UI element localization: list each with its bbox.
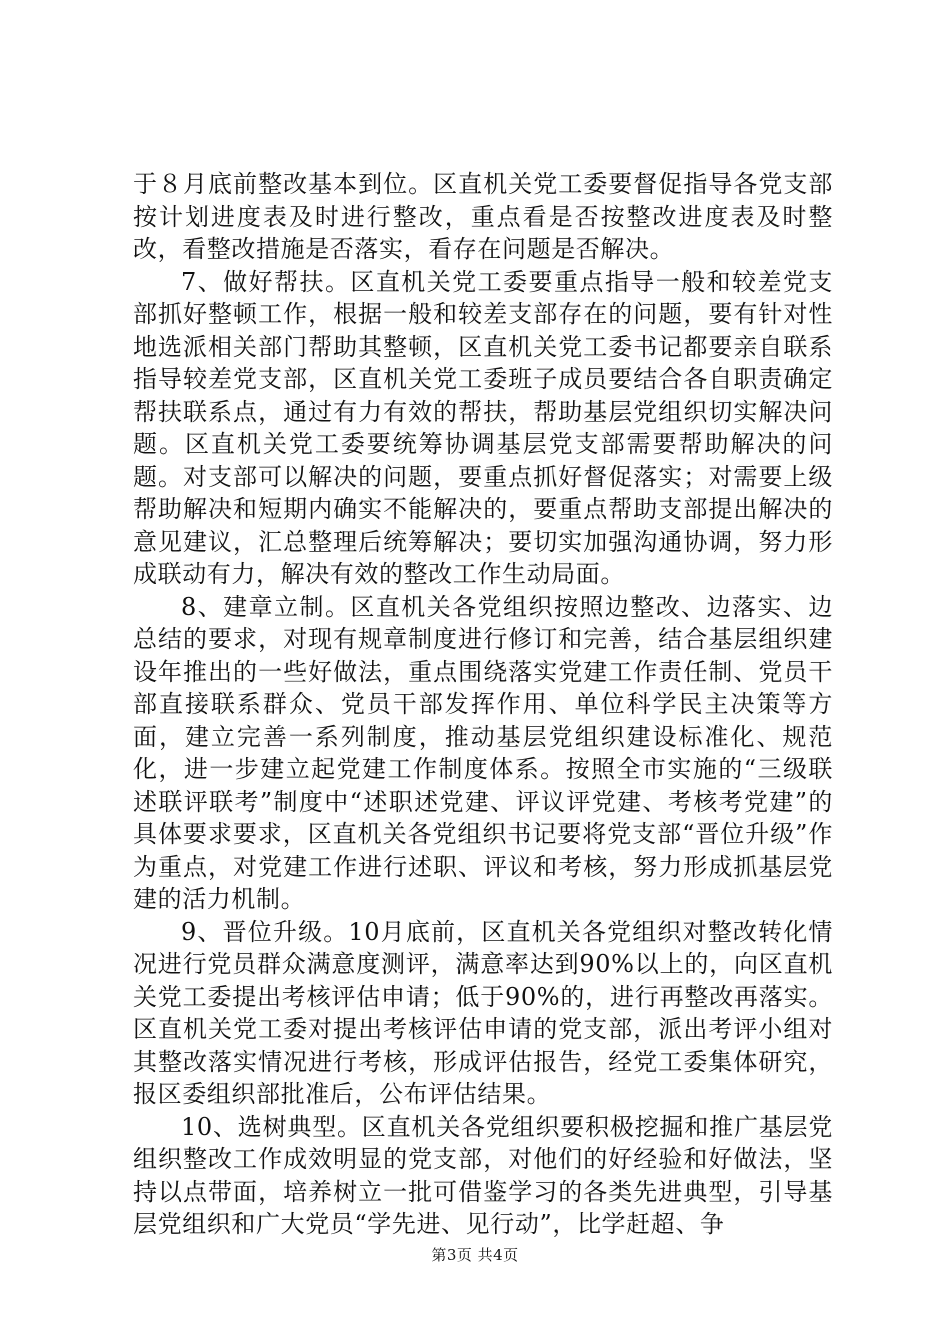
document-body <box>133 168 833 1241</box>
paragraph-continuation: 于８月底前整改基本到位。区直机关党工委要督促指导各党支部按计划进度表及时进行整改，重点看是否按整改进度表及时整改，看整改措施是否落实，看存在问题是否解决。 <box>133 170 833 263</box>
paragraph-item-10: 10、选树典型。区直机关各党组织要积极挖掘和推广基层党组织整改工作成效明显的党支部，对他们的好经验和好做法，坚持以点带面，培养树立一批可借鉴学习的各类先进典型，引导基层党组织和广大党员“学先进、见行动”，比学赶超、争 <box>133 1112 833 1238</box>
paragraph-item-9: 9、晋位升级。10月底前，区直机关各党组织对整改转化情况进行党员群众满意度测评，满意率达到90%以上的，向区直机关党工委提出考核评估申请；低于90%的，进行再整改再落实。区直机关党工委对提出考核评估申请的党支部，派出考评小组对其整改落实情况进行考核，形成评估报告，经党工委集体研究，报区委组织部批准后，公布评估结果。 <box>133 917 833 1108</box>
page-number-footer: 第3页 共4页 <box>431 1246 519 1264</box>
paragraph-item-8: 8、建章立制。区直机关各党组织按照边整改、边落实、边总结的要求，对现有规章制度进行修订和完善，结合基层组织建设年推出的一些好做法，重点围绕落实党建工作责任制、党员干部直接联系群众、党员干部发挥作用、单位科学民主决策等方面，建立完善一系列制度，推动基层党组织建设标准化、规范化，进一步建立起党建工作制度体系。按照全市实施的“三级联述联评联考”制度中“述职述党建、评议评党建、考核考党建”的具体要求要求，区直机关各党组织书记要将党支部“晋位升级”作为重点，对党建工作进行述职、评议和考核，努力形成抓基层党建的活力机制。 <box>133 592 833 913</box>
paragraph-item-7: 7、做好帮扶。区直机关党工委要重点指导一般和较差党支部抓好整顿工作，根据一般和较差支部存在的问题，要有针对性地选派相关部门帮助其整顿，区直机关党工委书记都要亲自联系指导较差党支部，区直机关党工委班子成员要结合各自职责确定帮扶联系点，通过有力有效的帮扶，帮助基层党组织切实解决问题。区直机关党工委要统筹协调基层党支部需要帮助解决的问题。对支部可以解决的问题，要重点抓好督促落实；对需要上级帮助解决和短期内确实不能解决的，要重点帮助支部提出解决的意见建议，汇总整理后统筹解决；要切实加强沟通协调，努力形成联动有力，解决有效的整改工作生动局面。 <box>133 267 833 588</box>
